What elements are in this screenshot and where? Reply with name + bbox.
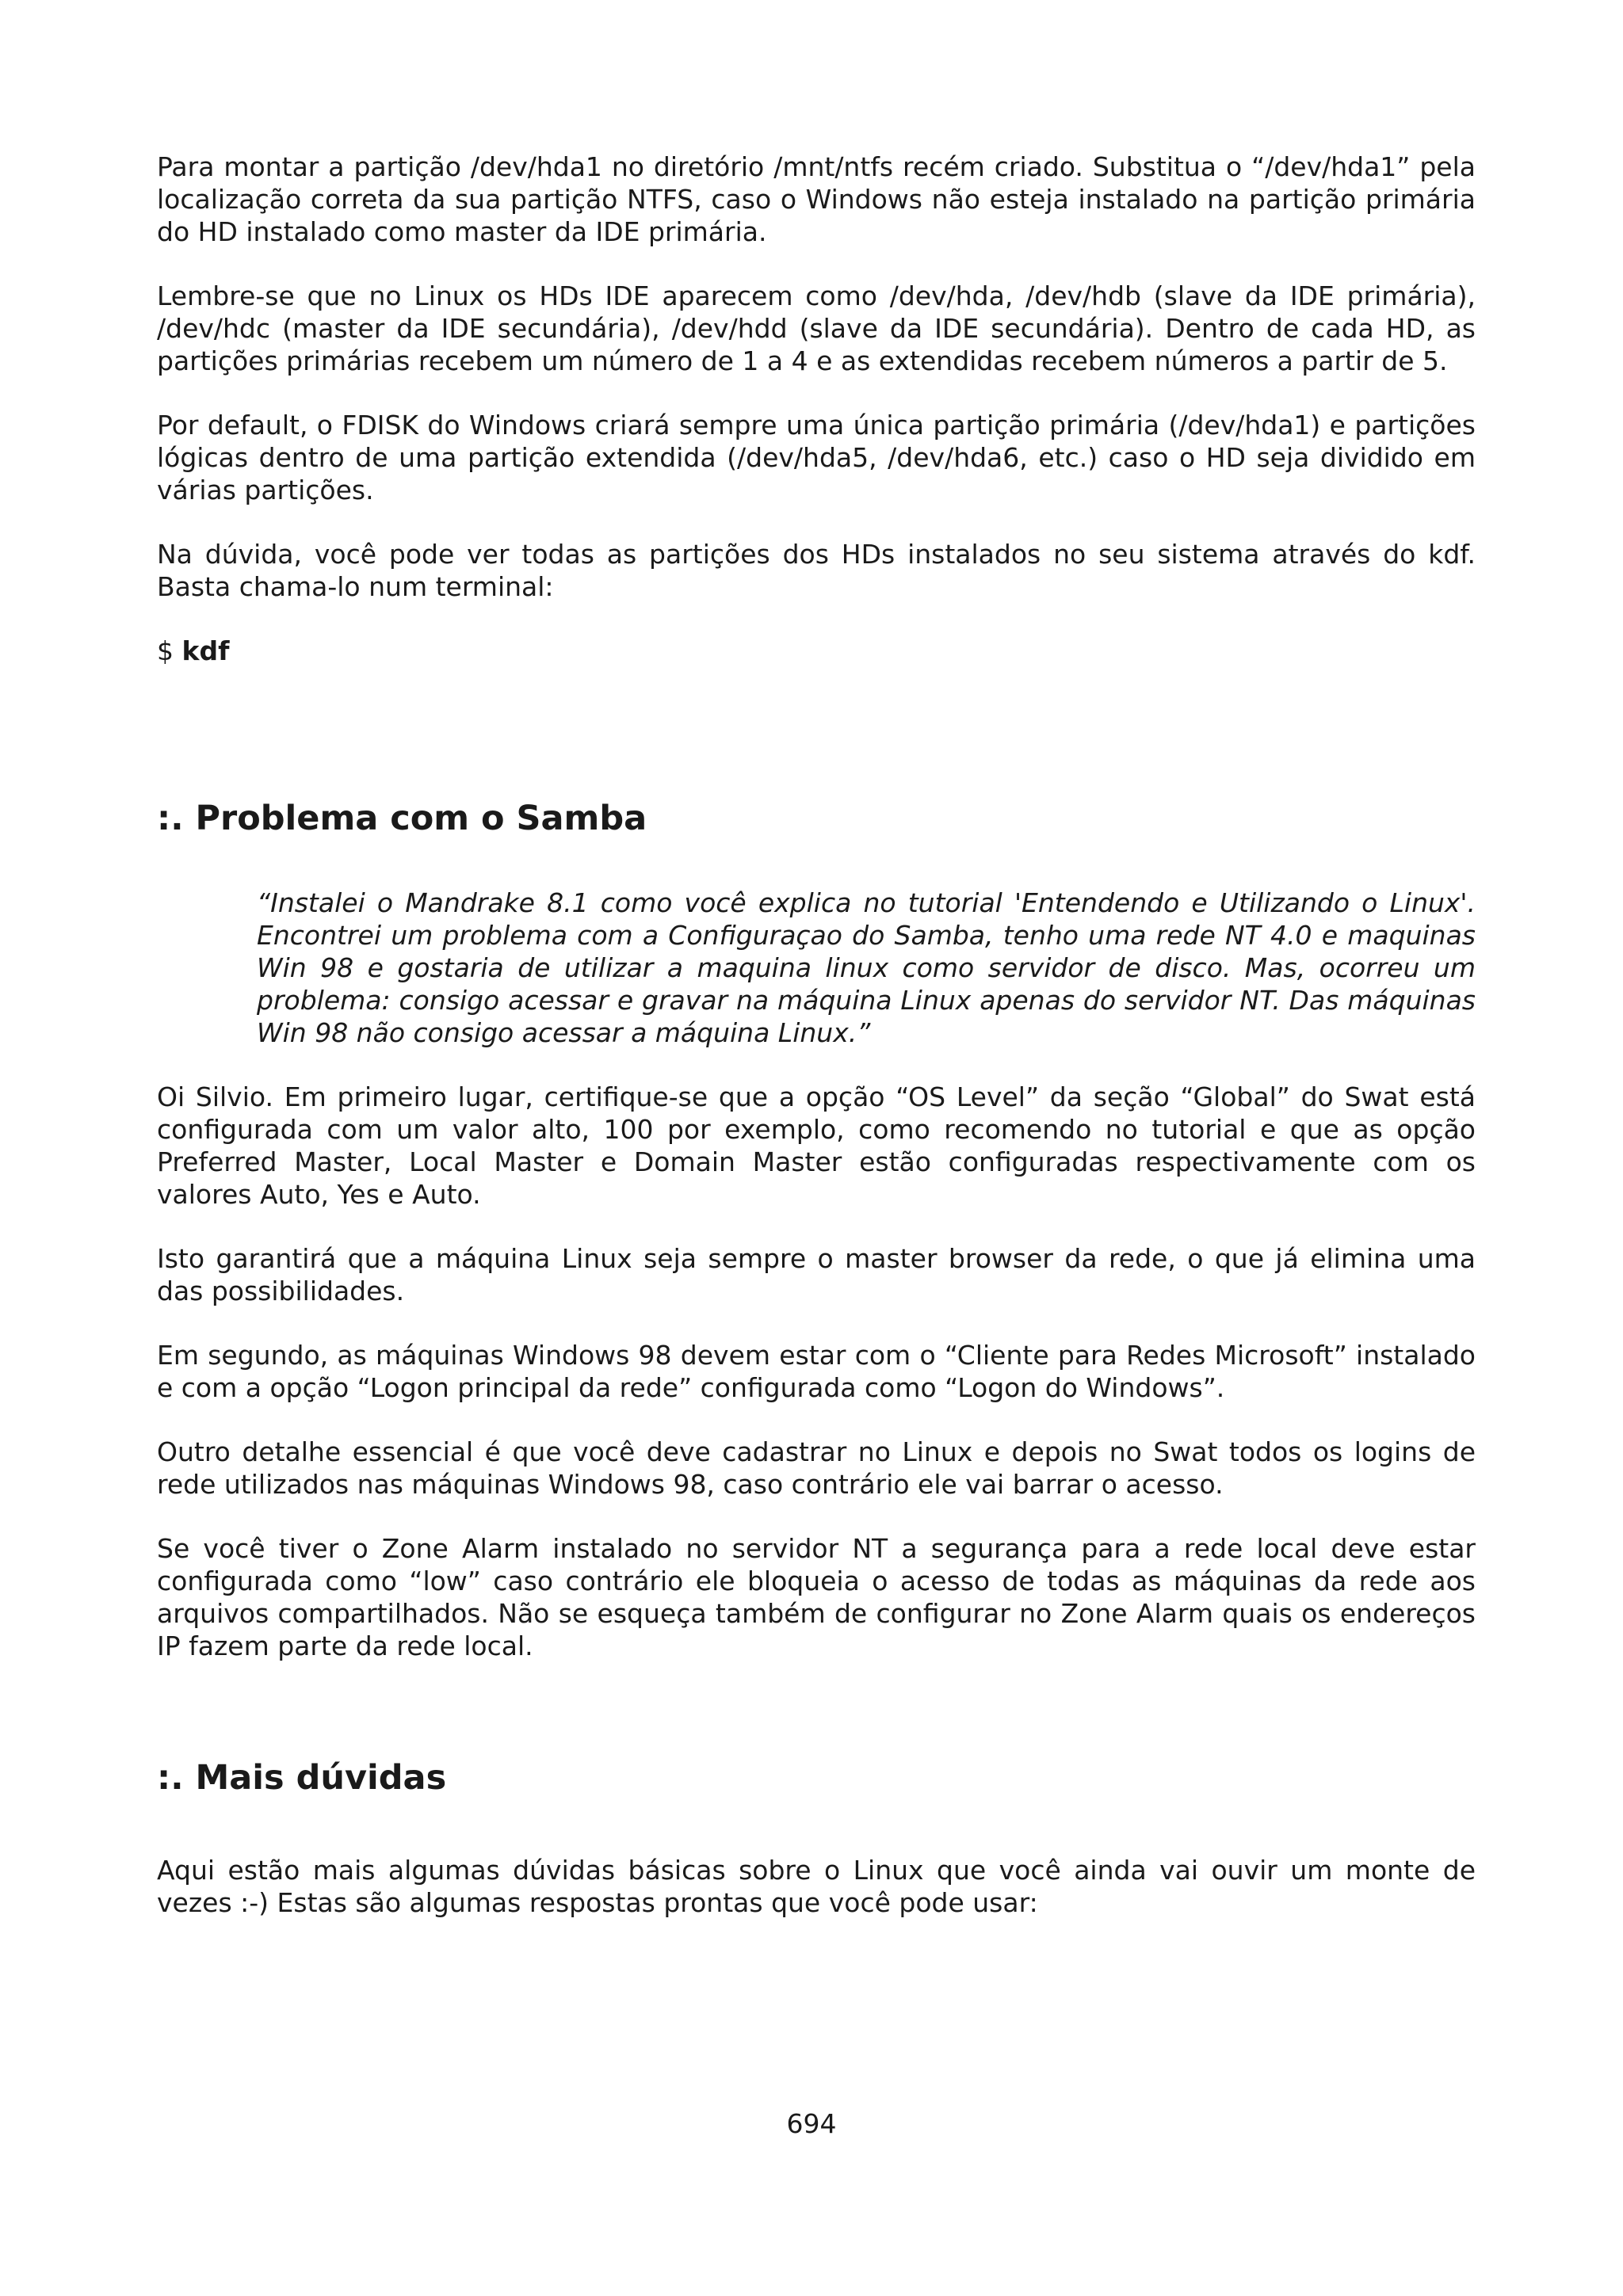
section-heading-samba: :. Problema com o Samba (157, 799, 647, 838)
paragraph-intro-3: Por default, o FDISK do Windows criará sempre uma única partição primária (/dev/hda1) e partições lógicas dentro de uma partição extendida (/dev/hda5, /dev/hda6, etc.) caso o HD seja dividido em várias partições. (157, 410, 1476, 505)
paragraph-intro-4: Na dúvida, você pode ver todas as partições dos HDs instalados no seu sistema através do kdf. Basta chama-lo num terminal: (157, 539, 1476, 602)
paragraph-samba-1: Oi Silvio. Em primeiro lugar, certifique-se que a opção “OS Level” da seção “Global” do Swat está configurada com um valor alto, 100 por exemplo, como recomendo no tutorial e que as opção Preferred Master, Local Master e Domain Master estão configuradas respectivamente com os valores Auto, Yes e Auto. (157, 1081, 1476, 1210)
paragraph-mais-1: Aqui estão mais algumas dúvidas básicas sobre o Linux que você ainda vai ouvir um monte de vezes :-) Estas são algumas respostas prontas que você pode usar: (157, 1855, 1476, 1918)
paragraph-samba-4: Outro detalhe essencial é que você deve cadastrar no Linux e depois no Swat todos os logins de rede utilizados nas máquinas Windows 98, caso contrário ele vai barrar o acesso. (157, 1436, 1476, 1500)
paragraph-samba-2: Isto garantirá que a máquina Linux seja sempre o master browser da rede, o que já elimina uma das possibilidades. (157, 1243, 1476, 1306)
paragraph-intro-2: Lembre-se que no Linux os HDs IDE aparecem como /dev/hda, /dev/hdb (slave da IDE primária), /dev/hdc (master da IDE secundária), /dev/hdd (slave da IDE secundária). Dentro de cada HD, as partições primárias recebem um número de 1 a 4 e as extendidas recebem números a partir de 5. (157, 280, 1476, 376)
page-number: 694 (786, 2108, 837, 2139)
document-page (157, 151, 1476, 1951)
paragraph-intro-1: Para montar a partição /dev/hda1 no diretório /mnt/ntfs recém criado. Substitua o “/dev/hda1” pela localização correta da sua partição NTFS, caso o Windows não esteja instalado na partição primária do HD instalado como master da IDE primária. (157, 151, 1476, 247)
paragraph-samba-3: Em segundo, as máquinas Windows 98 devem estar com o “Cliente para Redes Microsoft” instalado e com a opção “Logon principal da rede” configurada como “Logon do Windows”. (157, 1340, 1476, 1403)
paragraph-samba-5: Se você tiver o Zone Alarm instalado no servidor NT a segurança para a rede local deve estar configurada como “low” caso contrário ele bloqueia o acesso de todas as máquinas da rede aos arquivos compartilhados. Não se esqueça também de configurar no Zone Alarm quais os endereços IP fazem parte da rede local. (157, 1533, 1476, 1661)
command-line (157, 635, 1476, 667)
command-prompt: $ (157, 635, 182, 666)
reader-question-quote: “Instalei o Mandrake 8.1 como você explica no tutorial 'Entendendo e Utilizando o Linux'. Encontrei um problema com a Configuraçao do Samba, tenho uma rede NT 4.0 e maquinas Win 98 e gostaria de utilizar a maquina linux como servidor de disco. Mas, ocorreu um problema: consigo acessar e gravar na máquina Linux apenas do servidor NT. Das máquinas Win 98 não consigo acessar a máquina Linux.” (257, 887, 1476, 1048)
section-heading-mais-duvidas: :. Mais dúvidas (157, 1758, 447, 1798)
command-text: kdf (181, 635, 230, 666)
